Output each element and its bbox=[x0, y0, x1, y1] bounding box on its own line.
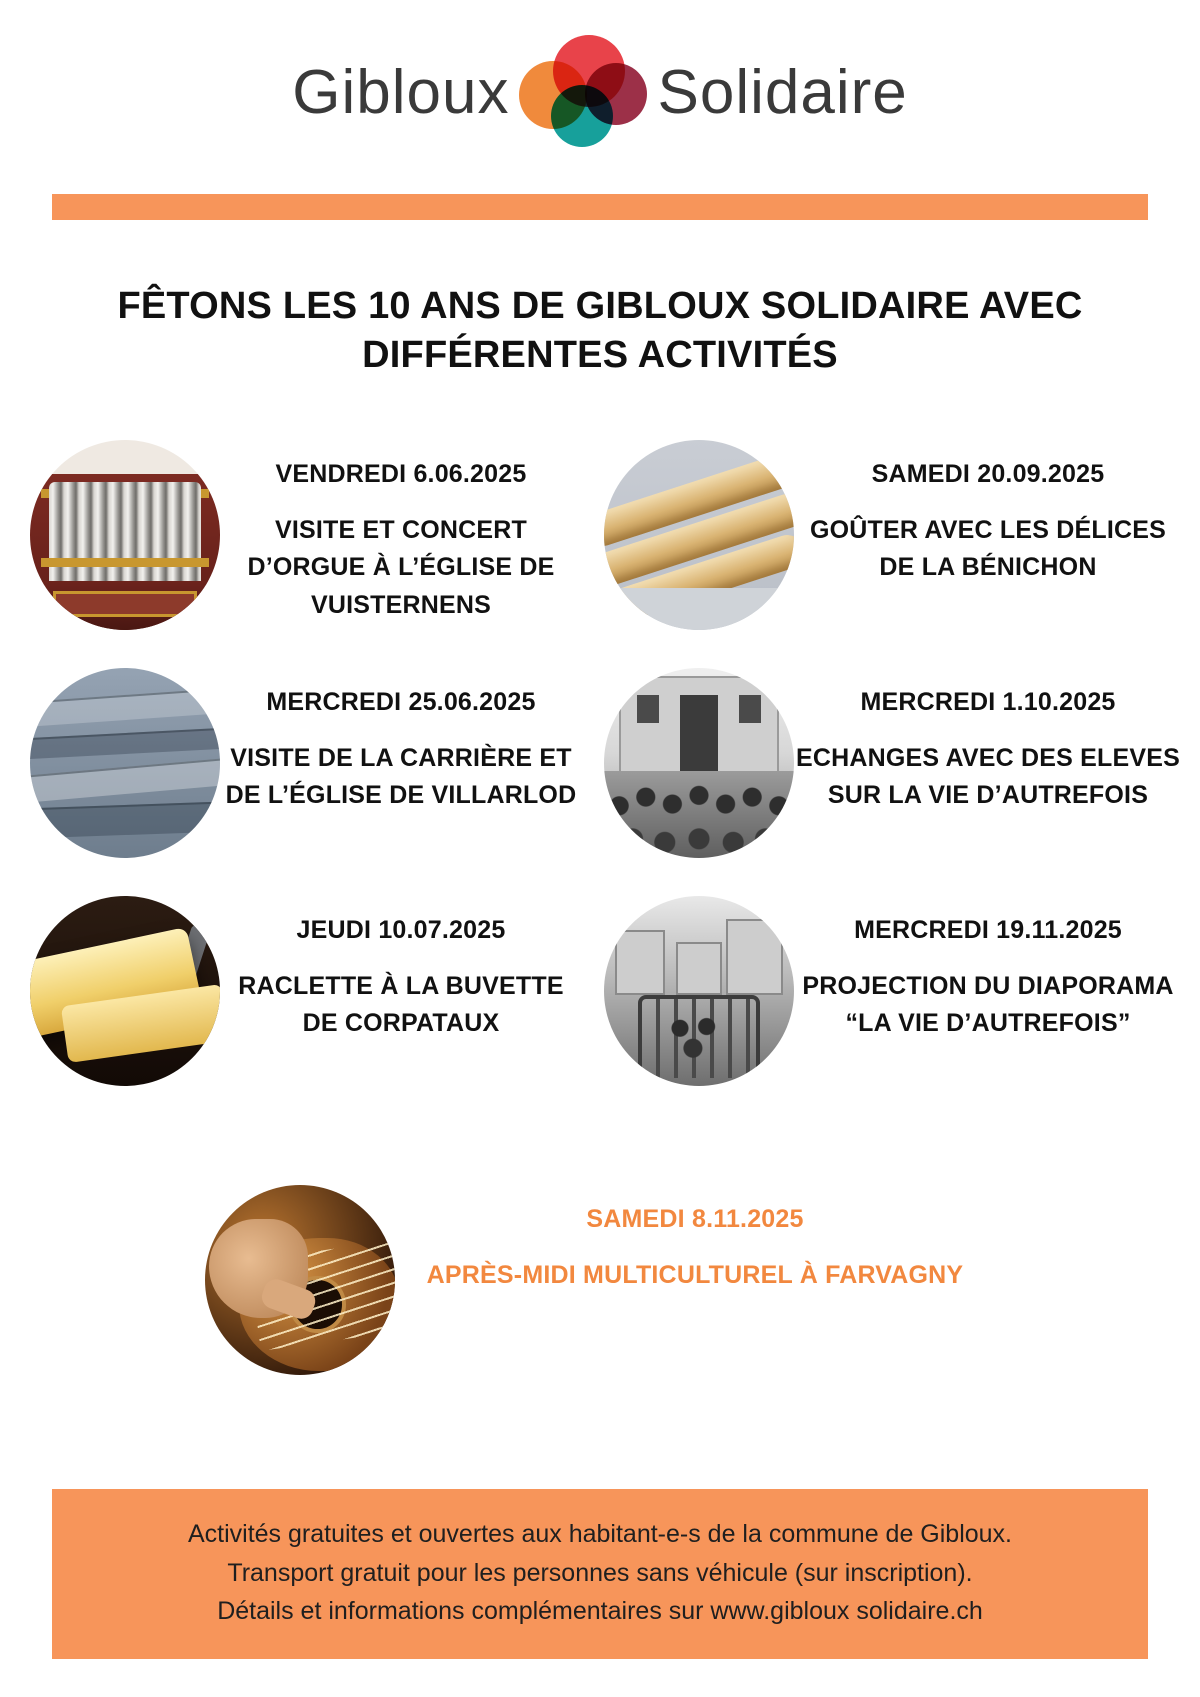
logo-text-left: Gibloux bbox=[292, 58, 510, 127]
event-date: MERCREDI 25.06.2025 bbox=[266, 688, 536, 716]
event-date: MERCREDI 19.11.2025 bbox=[854, 916, 1122, 944]
church-organ-photo bbox=[30, 440, 220, 630]
raclette-cheese-photo bbox=[30, 896, 220, 1086]
event-text bbox=[794, 668, 1182, 815]
event-description: GOÛTER AVEC LES DÉLICES DE LA BÉNICHON bbox=[809, 515, 1167, 581]
event-description: VISITE DE LA CARRIÈRE ET DE L’ÉGLISE DE VILLARLOD bbox=[225, 743, 577, 809]
page-title: FÊTONS LES 10 ANS DE GIBLOUX SOLIDAIRE AVEC DIFFÉRENTES ACTIVITÉS bbox=[117, 285, 1083, 376]
event-text bbox=[220, 668, 582, 815]
event-description: ECHANGES AVEC DES ELEVES SUR LA VIE D’AUTREFOIS bbox=[795, 743, 1181, 809]
bricelet-pastry-photo bbox=[604, 440, 794, 630]
logo-circles-icon bbox=[517, 33, 649, 153]
logo-header bbox=[0, 0, 1200, 185]
event-item bbox=[600, 440, 1200, 630]
featured-event bbox=[0, 1185, 1200, 1375]
featured-event-description: APRÈS-MIDI MULTICULTUREL À FARVAGNY bbox=[426, 1260, 964, 1289]
featured-event-date: SAMEDI 8.11.2025 bbox=[586, 1205, 804, 1233]
event-description: PROJECTION DU DIAPORAMA “LA VIE D’AUTREFOIS” bbox=[802, 971, 1174, 1037]
event-text bbox=[220, 896, 582, 1043]
logo-circle-teal-icon bbox=[551, 85, 613, 147]
footer-line-1: Activités gratuites et ouvertes aux habitant-e-s de la commune de Gibloux. bbox=[187, 1519, 1013, 1548]
event-description: VISITE ET CONCERT D’ORGUE À L’ÉGLISE DE VUISTERNENS bbox=[247, 515, 555, 619]
old-village-gate-photo bbox=[604, 896, 794, 1086]
events-grid bbox=[0, 440, 1200, 1124]
event-description: RACLETTE À LA BUVETTE DE CORPATAUX bbox=[238, 971, 564, 1037]
events-row bbox=[0, 440, 1200, 630]
event-text bbox=[794, 440, 1182, 587]
featured-event-text bbox=[395, 1185, 995, 1294]
logo-text-right: Solidaire bbox=[657, 58, 908, 127]
event-text bbox=[794, 896, 1182, 1043]
event-item bbox=[600, 896, 1200, 1086]
logo bbox=[292, 33, 907, 153]
event-text bbox=[220, 440, 582, 624]
event-date: SAMEDI 20.09.2025 bbox=[871, 460, 1105, 488]
event-date: VENDREDI 6.06.2025 bbox=[275, 460, 527, 488]
events-row bbox=[0, 668, 1200, 858]
old-school-class-photo bbox=[604, 668, 794, 858]
footer-line-2: Transport gratuit pour les personnes sans véhicule (sur inscription). bbox=[227, 1558, 973, 1587]
event-item bbox=[0, 668, 600, 858]
footer-note bbox=[52, 1489, 1148, 1659]
acoustic-guitar-photo bbox=[205, 1185, 395, 1375]
accent-bar-top bbox=[52, 194, 1148, 220]
event-item bbox=[600, 668, 1200, 858]
event-item bbox=[0, 896, 600, 1086]
event-item bbox=[0, 440, 600, 630]
quarry-rock-photo bbox=[30, 668, 220, 858]
footer-line-3: Détails et informations complémentaires sur www.gibloux solidaire.ch bbox=[217, 1597, 983, 1626]
event-date: MERCREDI 1.10.2025 bbox=[860, 688, 1116, 716]
event-date: JEUDI 10.07.2025 bbox=[296, 916, 506, 944]
events-row bbox=[0, 896, 1200, 1086]
